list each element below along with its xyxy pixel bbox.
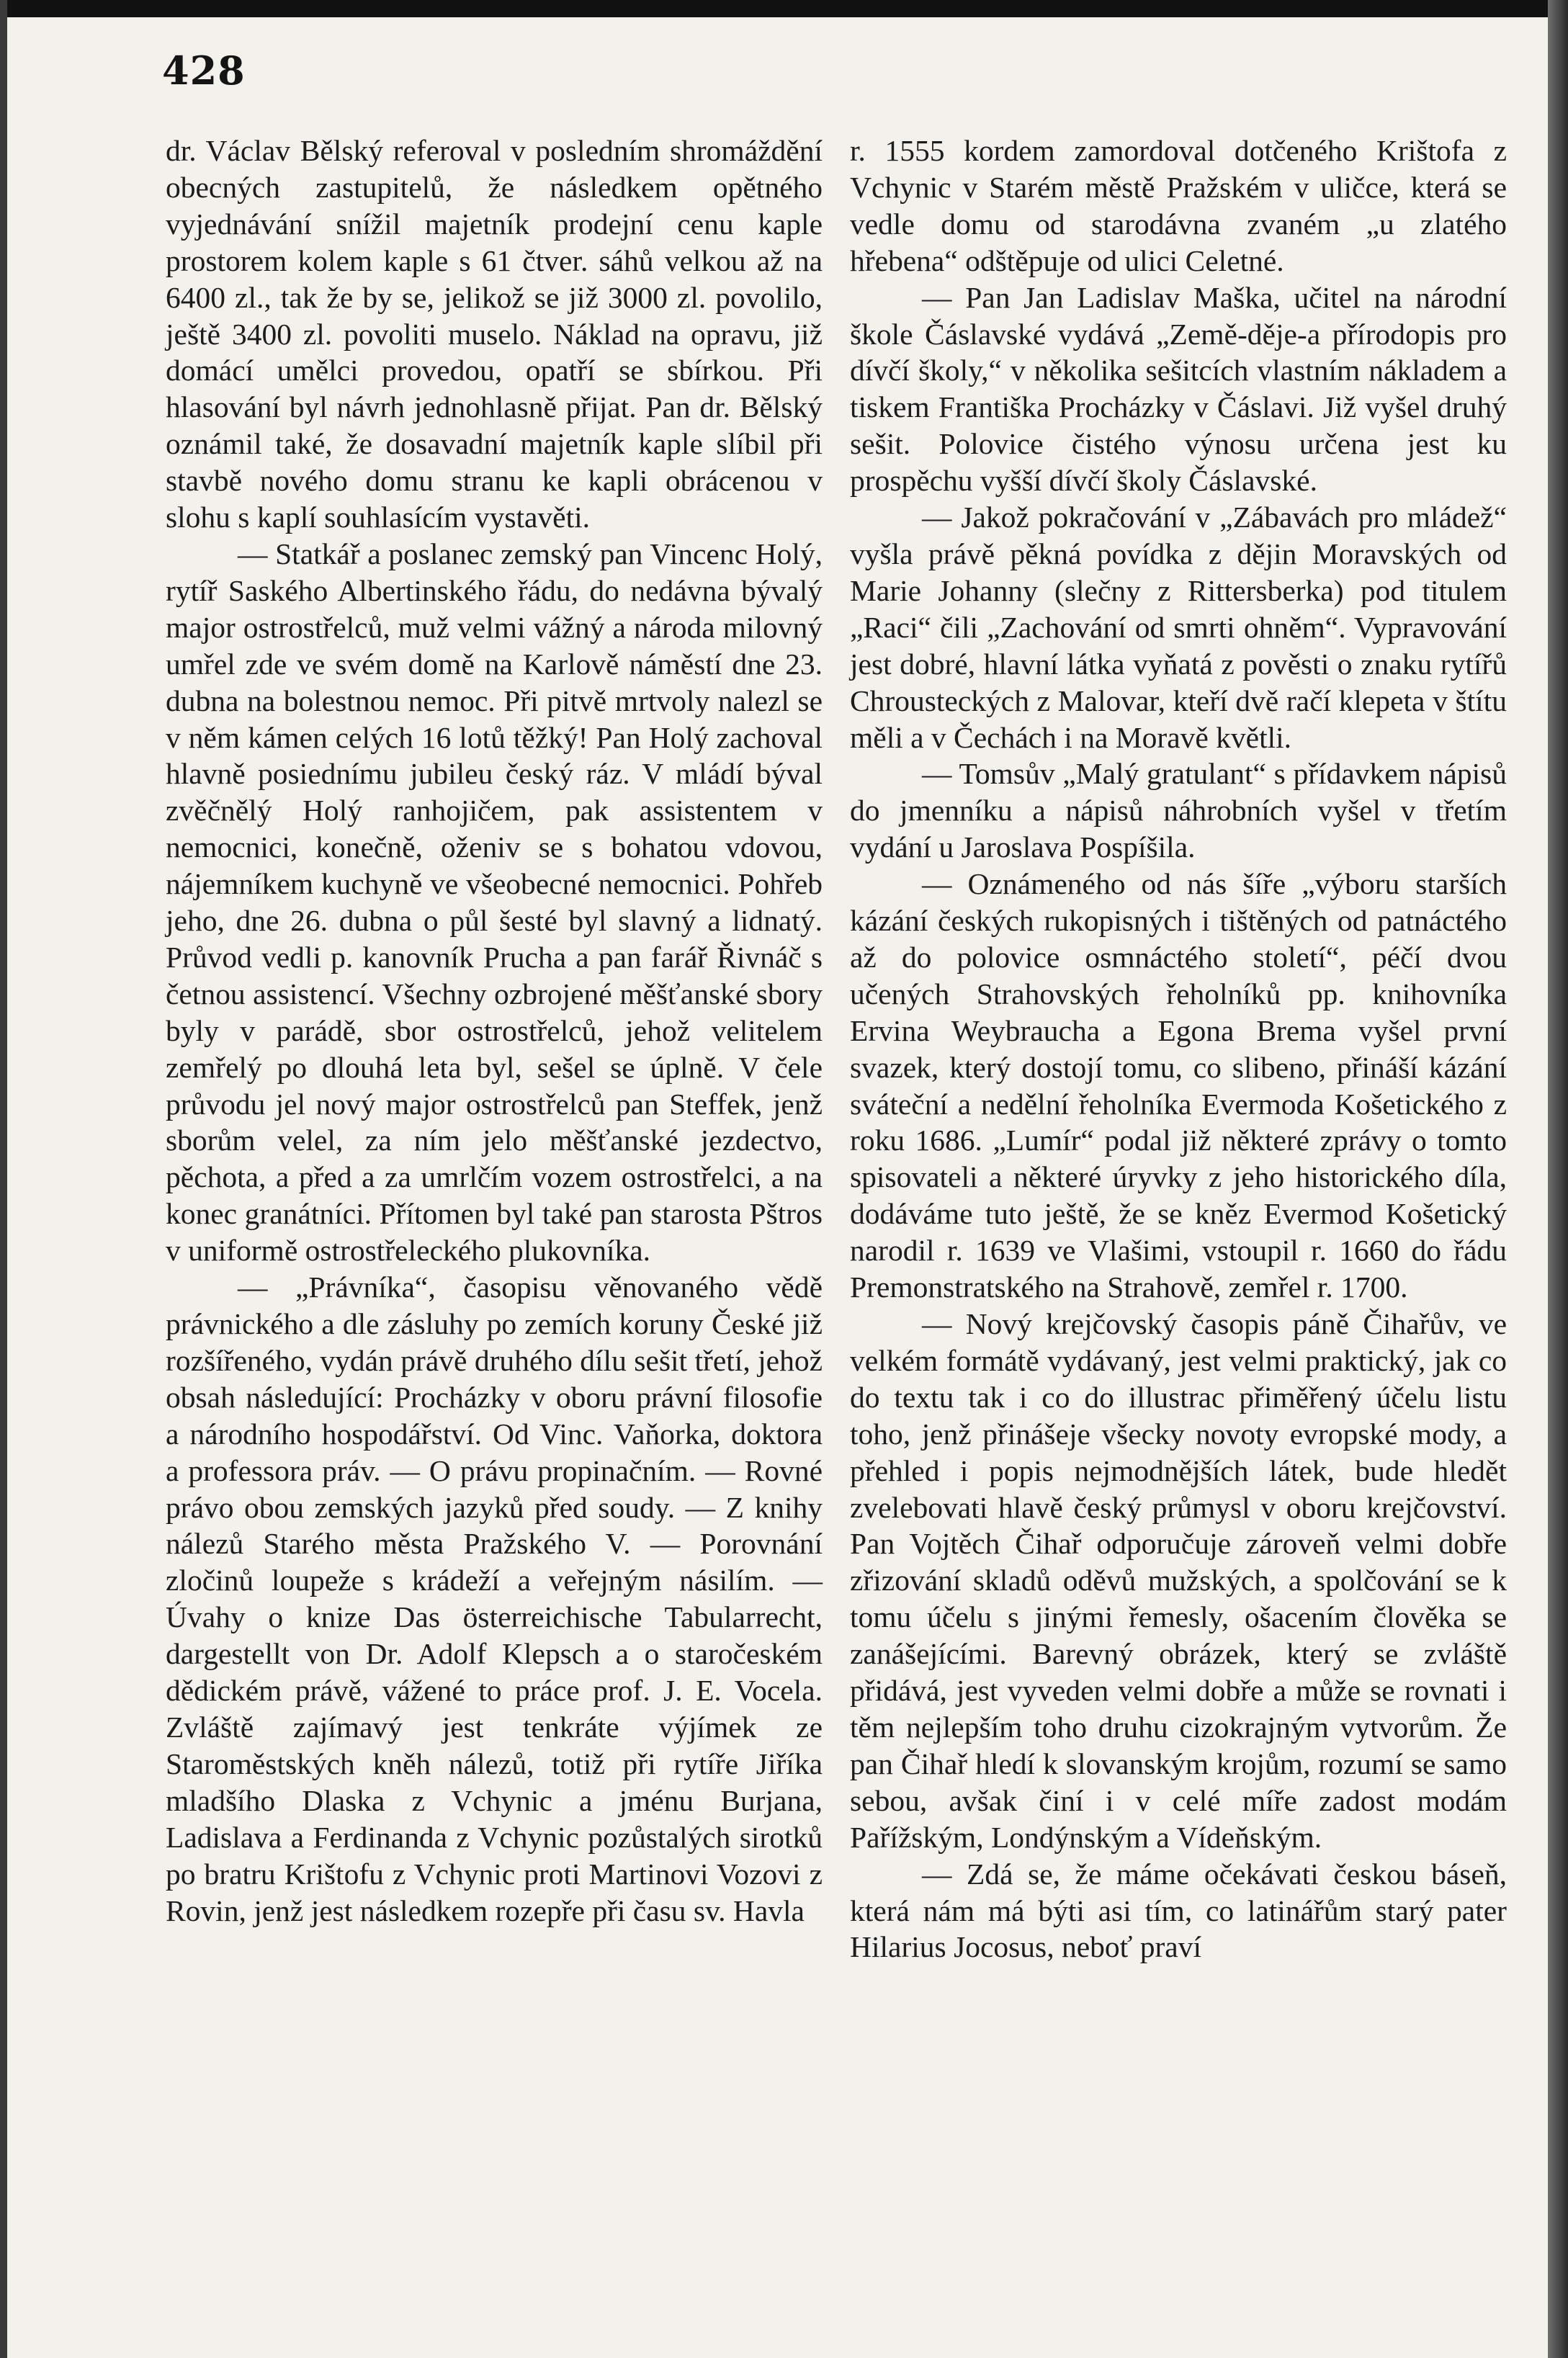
paragraph-pravnik: — „Právníka“, časopisu věnovaného vědě právnického a dle zásluhy po zemích koruny České již rozšířeného, vydán právě druhého dílu sešit třetí, jehož obsah následující: Procházky v oboru právní filosofie a národního hospodářství. Od Vinc. Vaňorka, doktora a professora práv. — O právu propinačním. — Rovné právo obou zemských jazyků před soudy. — Z knihy nálezů Starého města Pražského V. — Porovnání zločinů loupeže s krádeží a veřejným násilím. — Úvahy o knize Das österreichische Tabularrecht, dargestellt von Dr. Adolf Klepsch a o staročeském dědickém právě, vážené to práce prof. J. E. Vocela. Zvláště zajímavý jest tenkráte výjímek ze Staroměstských kněh nálezů, totiž při rytíře Jiříka mladšího Dlaska z Vchynic a jménu Burjana, Ladislava a Ferdinanda z Vchynic pozůstalých sirotků po bratru Krištofu z Vchynic proti Martinovi Vozovi z Rovin, jenž jest následkem rozepře při času sv. Havla [166,1270,823,1927]
paragraph-holy-obituary: — Statkář a poslanec zemský pan Vincenc Holý, rytíř Saského Albertinského řádu, do nedávna bývalý major ostrostřelců, muž velmi vážný a národa milovný umřel zde ve svém domě na Karlově náměstí dne 23. dubna na bolestnou nemoc. Při pitvě mrtvoly nalezl se v něm kámen celých 16 lotů těžký! Pan Holý zachoval hlavně posiednímu jubileu český ráz. V mládí býval zvěčnělý Holý ranhojičem, pak assistentem v nemocnici, konečně, oženiv se s bohatou vdovou, nájemníkem kuchyně ve všeobecné nemocnici. Pohřeb jeho, dne 26. dubna o půl šesté byl slavný a lidnatý. Průvod vedli p. kanovník Prucha a pan farář Řivnáč s četnou assistencí. Všechny ozbrojené měšťanské sbory byly v parádě, sbor ostrostřelců, jehož velitelem zemřelý po dlouhá leta byl, sešel se úplně. V čele průvodu jel nový major ostrostřelců pan Steffek, jenž sborům velel, za ním jelo měšťanské jezdectvo, pěchota, a před a za umrlčím vozem ostrostřelci, a na konec granátníci. Přítomen byl také pan starosta Pštros v uniformě ostrostřeleckého plukovníka. [166,537,823,1268]
scan-border-left [0,0,7,2358]
paragraph-chapel: dr. Václav Bělský referoval v posledním shromáždění obecných zastupitelů, že následkem opětného vyjednávání snížil majetník prodejní cenu kaple prostorem kolem kaple s 61 čtver. sáhů velkou až na 6400 zl., tak že by se, jelikož se již 3000 zl. povolilo, ještě 3400 zl. povoliti muselo. Náklad na opravu, již domácí umělci provedou, opatří se sbírkou. Při hlasování byl návrh jednohlasně přijat. Pan dr. Bělský oznámil také, že dosavadní majetník kaple slíbil při stavbě nového domu stranu ke kapli obrácenou v slohu s kaplí souhlasícím vystavěti. [166,134,823,534]
paragraph-zabavy: — Jakož pokračování v „Zábavách pro mládež“ vyšla právě pěkná povídka z dějin Moravských od Marie Johanny (slečny z Rittersberka) pod titulem „Raci“ čili „Zachování od smrti ohněm“. Vypravování jest dobré, hlavní látka vyňatá z pověsti o znaku rytířů Chrousteckých z Malovar, kteří dvě račí klepeta v štítu měli a v Čechách i na Moravě květli. [850,501,1507,754]
paragraph-maska: — Pan Jan Ladislav Maška, učitel na národní škole Čáslavské vydává „Země-děje-a přírodopis pro dívčí školy,“ v několika sešitcích vlastním nákladem a tiskem Františka Procházky v Čáslavi. Již vyšel druhý sešit. Polovice čistého výnosu určena jest ku prospěchu vyšší dívčí školy Čáslavské. [850,280,1507,498]
paragraph-basen: — Zdá se, že máme očekávati českou báseň, která nám má býti asi tím, co latinářům starý pater Hilarius Jocosus, neboť praví [850,1857,1507,1964]
paragraph-kazani: — Oznámeného od nás šíře „výboru starších kázání českých rukopisných i tištěných od patnáctého až do polovice osmnáctého století“, péčí dvou učených Strahovských řeholníků pp. knihovníka Ervina Weybraucha a Egona Brema vyšel první svazek, který dostojí tomu, co slibeno, přináší kázání sváteční a nedělní řeholníka Evermoda Košetického z roku 1686. „Lumír“ podal již některé zprávy o tomto spisovateli a některé úryvky z jeho historického díla, dodáváme tuto ještě, že se kněz Evermod Košetický narodil r. 1639 ve Vlašimi, vstoupil r. 1660 do řádu Premonstratského na Strahově, zemřel r. 1700. [850,867,1507,1304]
document-page [7,17,1548,2358]
scan-border-right [1548,0,1568,2358]
paragraph-tomsuv: — Tomsův „Malý gratulant“ s přídavkem nápisů do jmenníku a nápisů náhrobních vyšel v třetím vydání u Jaroslava Pospíšila. [850,757,1507,864]
right-column [850,133,1507,1965]
left-column [166,133,823,1929]
scan-border-top [0,0,1568,17]
page-number: 428 [162,48,246,94]
paragraph-cihar: — Nový krejčovský časopis páně Čihařův, ve velkém formátě vydávaný, jest velmi praktický, jak co do textu tak i co do illustrac přiměřený účelu listu toho, jenž přinášeje všecky novoty evropské mody, a přehled i popis nejmodnějších látek, bude hledět zvelebovati hlavě český průmysl v oboru krejčovství. Pan Vojtěch Čihař odporučuje zároveň velmi dobře zřizování skladů oděvů mužských, a spolčování se k tomu účelu s jinými řemesly, ošacením člověka se zanášejícími. Barevný obrázek, který se zvláště přidává, jest vyveden velmi dobře a může se rovnati i těm nejlepším toho druhu cizokrajným vytvorům. Že pan Čihař hledí k slovanským krojům, rozumí se samo sebou, avšak činí i v celé míře zadost modám Pařížským, Londýnským a Vídeňským. [850,1307,1507,1854]
paragraph-continuation: r. 1555 kordem zamordoval dotčeného Krištofa z Vchynic v Starém městě Pražském v uličce, která se vedle domu od starodávna zvaném „u zlatého hřebena“ odštěpuje od ulici Celetné. [850,134,1507,277]
